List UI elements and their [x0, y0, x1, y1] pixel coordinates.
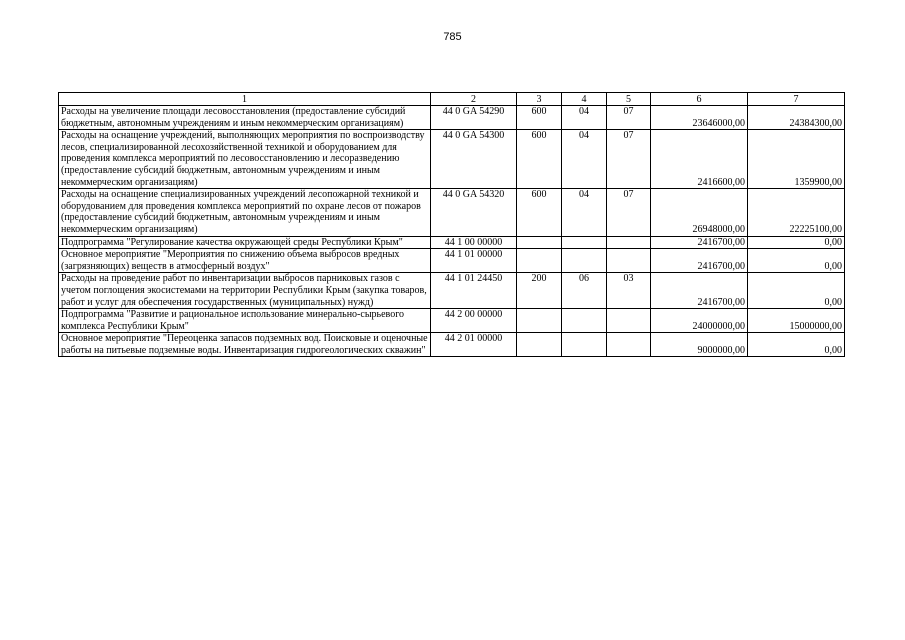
column-header: 6	[651, 93, 748, 106]
table-row	[59, 130, 845, 189]
expense-name: Подпрограмма "Регулирование качества окружающей среды Республики Крым"	[59, 236, 431, 249]
amount-1: 2416700,00	[651, 249, 748, 273]
target-code: 44 2 01 00000	[431, 333, 517, 357]
column-header: 5	[607, 93, 651, 106]
amount-2: 0,00	[748, 236, 845, 249]
target-code: 44 1 01 00000	[431, 249, 517, 273]
amount-2: 0,00	[748, 333, 845, 357]
expense-type	[517, 236, 562, 249]
expense-name: Расходы на проведение работ по инвентаризации выбросов парниковых газов с учетом поглощения экосистемами на территории Республики Крым (закупка товаров, работ и услуг для обеспечения государственных (муниципальных) нужд)	[59, 273, 431, 309]
page-number: 785	[443, 31, 462, 43]
expense-name: Расходы на оснащение специализированных учреждений лесопожарной техникой и оборудованием для проведения комплекса мероприятий по охране лесов от пожаров (предоставление субсидий бюджетным, автономным учреждениям и иным некоммерческим организациям)	[59, 189, 431, 236]
target-code: 44 0 GA 54290	[431, 106, 517, 130]
section	[562, 333, 607, 357]
section: 06	[562, 273, 607, 309]
expense-type: 600	[517, 189, 562, 236]
expense-type	[517, 309, 562, 333]
expense-name: Основное мероприятие "Мероприятия по снижению объема выбросов вредных (загрязняющих) веществ в атмосферный воздух"	[59, 249, 431, 273]
amount-1: 26948000,00	[651, 189, 748, 236]
amount-1: 2416700,00	[651, 273, 748, 309]
amount-1: 2416700,00	[651, 236, 748, 249]
target-code: 44 0 GA 54300	[431, 130, 517, 189]
section	[562, 309, 607, 333]
column-header: 2	[431, 93, 517, 106]
expense-name: Подпрограмма "Развитие и рациональное использование минерально-сырьевого комплекса Республики Крым"	[59, 309, 431, 333]
table-row	[59, 333, 845, 357]
target-code: 44 0 GA 54320	[431, 189, 517, 236]
table-header-row	[59, 93, 845, 106]
expense-type: 600	[517, 130, 562, 189]
subsection: 07	[607, 130, 651, 189]
table-row	[59, 236, 845, 249]
column-header: 4	[562, 93, 607, 106]
target-code: 44 2 00 00000	[431, 309, 517, 333]
column-header: 7	[748, 93, 845, 106]
section: 04	[562, 130, 607, 189]
expense-type: 600	[517, 106, 562, 130]
table-row	[59, 189, 845, 236]
table-row	[59, 106, 845, 130]
subsection	[607, 333, 651, 357]
amount-1: 23646000,00	[651, 106, 748, 130]
amount-2: 15000000,00	[748, 309, 845, 333]
column-header: 3	[517, 93, 562, 106]
expense-name: Расходы на оснащение учреждений, выполняющих мероприятия по воспроизводству лесов, специализированной лесохозяйственной техникой и оборудованием для проведения комплекса мероприятий по лесовосстановлению и лесоразведению (предоставление субсидий бюджетным, автономным учреждениям и иным некоммерческим организациям)	[59, 130, 431, 189]
subsection	[607, 249, 651, 273]
expense-type	[517, 249, 562, 273]
column-header: 1	[59, 93, 431, 106]
table-row	[59, 249, 845, 273]
table-row	[59, 309, 845, 333]
subsection: 07	[607, 106, 651, 130]
amount-2: 0,00	[748, 249, 845, 273]
amount-2: 24384300,00	[748, 106, 845, 130]
subsection: 03	[607, 273, 651, 309]
section: 04	[562, 189, 607, 236]
subsection: 07	[607, 189, 651, 236]
amount-1: 24000000,00	[651, 309, 748, 333]
amount-2: 22225100,00	[748, 189, 845, 236]
expense-type: 200	[517, 273, 562, 309]
budget-table	[58, 92, 845, 357]
section	[562, 249, 607, 273]
amount-1: 9000000,00	[651, 333, 748, 357]
section: 04	[562, 106, 607, 130]
table-row	[59, 273, 845, 309]
amount-1: 2416600,00	[651, 130, 748, 189]
subsection	[607, 309, 651, 333]
expense-name: Расходы на увеличение площади лесовосстановления (предоставление субсидий бюджетным, автономным учреждениям и иным некоммерческим организациям)	[59, 106, 431, 130]
section	[562, 236, 607, 249]
subsection	[607, 236, 651, 249]
amount-2: 1359900,00	[748, 130, 845, 189]
expense-name: Основное мероприятие "Переоценка запасов подземных вод. Поисковые и оценочные работы на питьевые подземные воды. Инвентаризация гидрогеологических скважин"	[59, 333, 431, 357]
target-code: 44 1 00 00000	[431, 236, 517, 249]
expense-type	[517, 333, 562, 357]
target-code: 44 1 01 24450	[431, 273, 517, 309]
amount-2: 0,00	[748, 273, 845, 309]
